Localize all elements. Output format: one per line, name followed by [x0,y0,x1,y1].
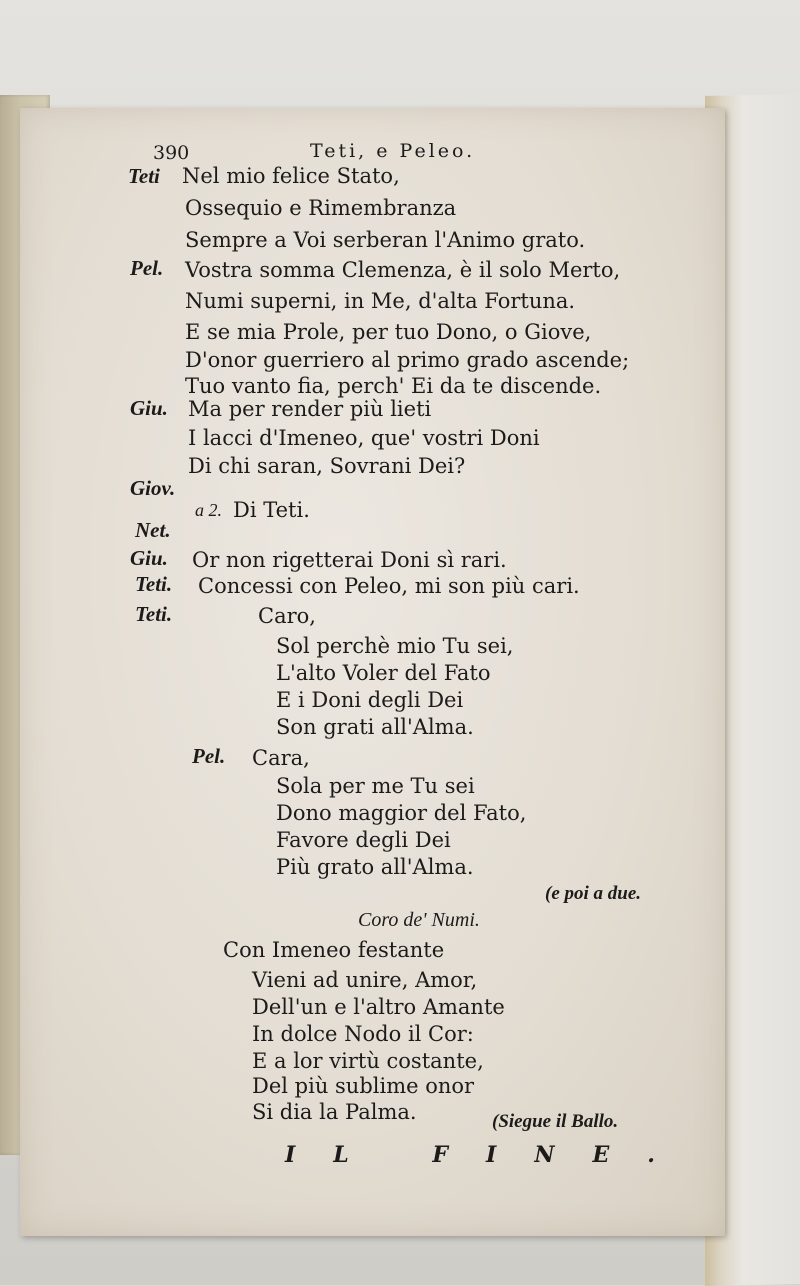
stage-direction: (Siegue il Ballo. [492,1111,619,1132]
verse-line: L'alto Voler del Fato [276,661,491,685]
verse-line: E a lor virtù costante, [252,1049,484,1073]
speaker-giu: Giu. [130,396,168,420]
verse-line: Dell'un e l'altro Amante [252,995,505,1019]
speaker-teti: Teti. [135,572,173,596]
verse-line: Nel mio felice Stato, [182,164,400,188]
verse-line: Son grati all'Alma. [276,715,474,739]
speaker-pel: Pel. [130,256,164,280]
verse-line: Di chi saran, Sovrani Dei? [188,454,466,478]
page-number: 390 [153,142,190,164]
verse-line: Favore degli Dei [276,828,451,852]
running-head: Teti, e Peleo. [310,140,476,162]
verse-line: In dolce Nodo il Cor: [252,1022,474,1046]
verse-line: Tuo vanto fia, perch' Ei da te discende. [185,374,602,398]
verse-line: E se mia Prole, per tuo Dono, o Giove, [185,320,592,344]
verse-line: Cara, [252,746,310,770]
verse-line: D'onor guerriero al primo grado ascende; [185,348,630,372]
speaker-teti: Teti. [135,602,173,626]
chorus-heading: Coro de' Numi. [358,909,480,931]
verse-line: Dono maggior del Fato, [276,801,527,825]
verse-line: Ossequio e Rimembranza [185,196,457,220]
verse-line: Sol perchè mio Tu sei, [276,634,514,658]
verse-line: Con Imeneo festante [223,938,445,962]
verse-line: Ma per render più lieti [188,397,432,421]
speaker-net: Net. [135,518,171,542]
a-due-marker: a 2. [195,500,222,520]
verse-line: Di Teti. [233,498,310,522]
speaker-teti: Teti [128,164,160,188]
verse-line: Sola per me Tu sei [276,774,475,798]
verse-line: Vostra somma Clemenza, è il solo Merto, [185,258,621,282]
verse-line: Concessi con Peleo, mi son più cari. [198,574,580,598]
verse-line: Caro, [258,604,316,628]
verse-line: Del più sublime onor [252,1074,475,1098]
verse-line: Or non rigetterai Doni sì rari. [192,548,507,572]
verse-line: I lacci d'Imeneo, que' vostri Doni [188,426,540,450]
verse-line: Più grato all'Alma. [276,855,474,879]
speaker-giov: Giov. [130,476,176,500]
il-fine: IL FINE. [285,1142,693,1168]
verse-line: Sempre a Voi serberan l'Animo grato. [185,228,586,252]
book-page [20,108,725,1236]
stage-direction: (e poi a due. [545,883,642,904]
speaker-pel: Pel. [192,744,226,768]
speaker-giu: Giu. [130,546,168,570]
verse-line: E i Doni degli Dei [276,688,464,712]
verse-line: Numi superni, in Me, d'alta Fortuna. [185,289,576,313]
verse-line: Vieni ad unire, Amor, [252,968,478,992]
verse-line: Si dia la Palma. [252,1100,417,1124]
